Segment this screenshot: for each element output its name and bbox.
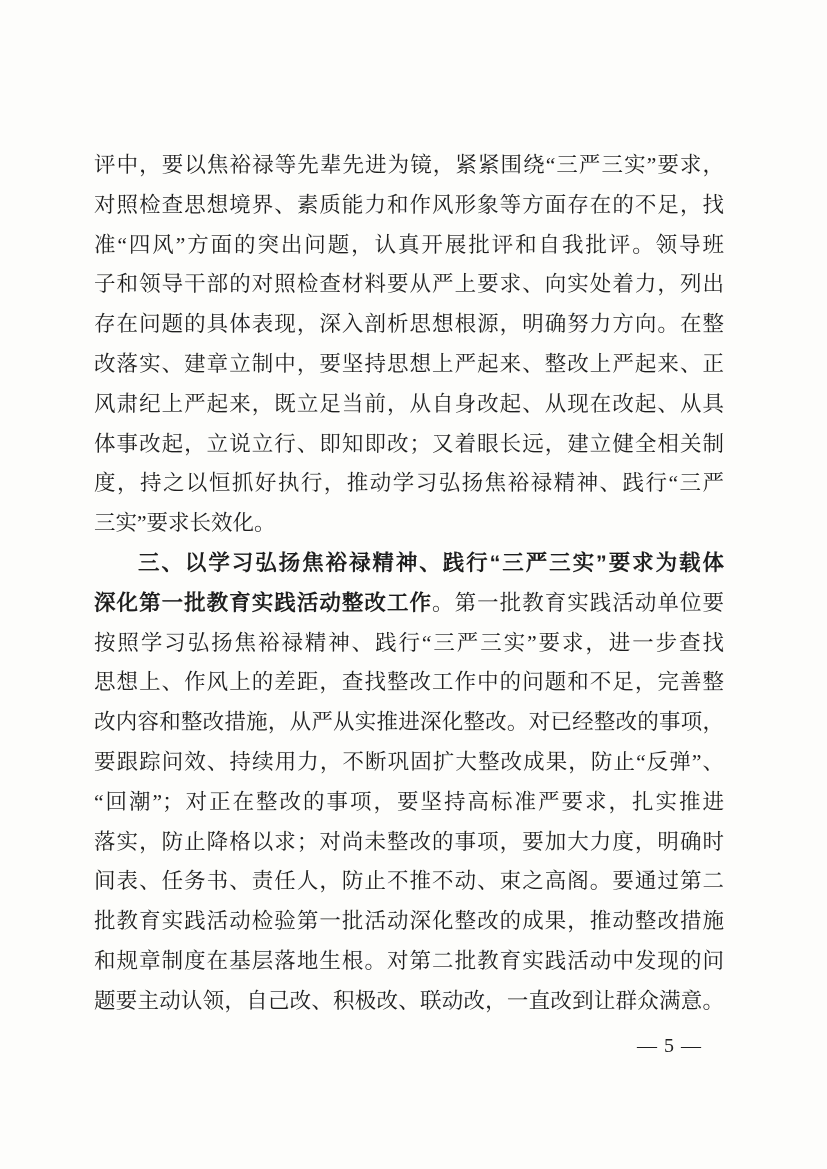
body-text-run: 和规章制度在基层落地生根。对第二批教育实践活动中发现的问 bbox=[94, 948, 724, 973]
body-text-run: “回潮”；对正在整改的事项，要坚持高标准严要求，扎实推进 bbox=[94, 789, 724, 814]
body-text-run: 对照检查思想境界、素质能力和作风形象等方面存在的不足，找 bbox=[94, 192, 724, 217]
text-line bbox=[94, 305, 724, 345]
body-text-run: 要跟踪问效、持续用力，不断巩固扩大整改成果，防止“反弹”、 bbox=[94, 749, 724, 774]
text-line bbox=[94, 902, 724, 942]
text-line bbox=[94, 146, 724, 186]
body-text-run: 改内容和整改措施，从严从实推进深化整改。对已经整改的事项， bbox=[94, 710, 724, 735]
page-number: — 5 — bbox=[637, 1035, 702, 1057]
text-line bbox=[94, 464, 724, 504]
text-line bbox=[94, 942, 724, 982]
body-text-run: 体事改起，立说立行、即知即改；又着眼长远，建立健全相关制 bbox=[94, 431, 724, 456]
body-text-run: 思想上、作风上的差距，查找整改工作中的问题和不足，完善整 bbox=[94, 670, 724, 695]
text-line bbox=[94, 743, 724, 783]
text-line bbox=[94, 425, 724, 465]
text-line bbox=[94, 265, 724, 305]
text-line bbox=[94, 345, 724, 385]
body-text-run: 子和领导干部的对照检查材料要从严上要求、向实处着力，列出 bbox=[94, 272, 724, 297]
body-text-run: 存在问题的具体表现，深入剖析思想根源，明确努力方向。在整 bbox=[94, 312, 724, 337]
text-line bbox=[94, 186, 724, 226]
body-text-run: 落实，防止降格以求；对尚未整改的事项，要加大力度，明确时 bbox=[94, 829, 724, 854]
body-text-run: 题要主动认领，自己改、积极改、联动改，一直改到让群众满意。 bbox=[94, 988, 724, 1013]
text-line bbox=[94, 703, 724, 743]
body-text-run: 准“四风”方面的突出问题，认真开展批评和自我批评。领导班 bbox=[94, 232, 724, 257]
body-text-run: 按照学习弘扬焦裕禄精神、践行“三严三实”要求，进一步查找 bbox=[94, 630, 724, 655]
text-line bbox=[94, 862, 724, 902]
text-line bbox=[94, 982, 724, 1022]
body-text-run: 三实”要求长效化。 bbox=[94, 511, 276, 536]
heading-bold-run: 深化第一批教育实践活动整改工作 bbox=[94, 590, 433, 615]
body-text-run: 评中，要以焦裕禄等先辈先进为镜，紧紧围绕“三严三实”要求， bbox=[94, 153, 724, 177]
text-line bbox=[94, 584, 724, 624]
body-text-run: 改落实、建章立制中，要坚持思想上严起来、整改上严起来、正 bbox=[94, 351, 724, 376]
text-line bbox=[94, 823, 724, 863]
text-line bbox=[94, 504, 724, 544]
text-line bbox=[94, 544, 724, 584]
document-body bbox=[94, 146, 724, 1022]
text-line bbox=[94, 624, 724, 664]
body-text-run: 批教育实践活动检验第一批活动深化整改的成果，推动整改措施 bbox=[94, 909, 724, 934]
body-text-run: 风肃纪上严起来，既立足当前，从自身改起、从现在改起、从具 bbox=[94, 391, 724, 416]
body-text-run: 。第一批教育实践活动单位要 bbox=[432, 590, 724, 615]
text-line bbox=[94, 226, 724, 266]
body-text-run: 间表、任务书、责任人，防止不推不动、束之高阁。要通过第二 bbox=[94, 869, 724, 894]
body-text-run: 度，持之以恒抓好执行，推动学习弘扬焦裕禄精神、践行“三严 bbox=[94, 471, 724, 496]
text-line bbox=[94, 783, 724, 823]
heading-bold-run: 三、以学习弘扬焦裕禄精神、践行“三严三实”要求为载体 bbox=[138, 550, 724, 575]
text-line bbox=[94, 385, 724, 425]
text-line bbox=[94, 663, 724, 703]
